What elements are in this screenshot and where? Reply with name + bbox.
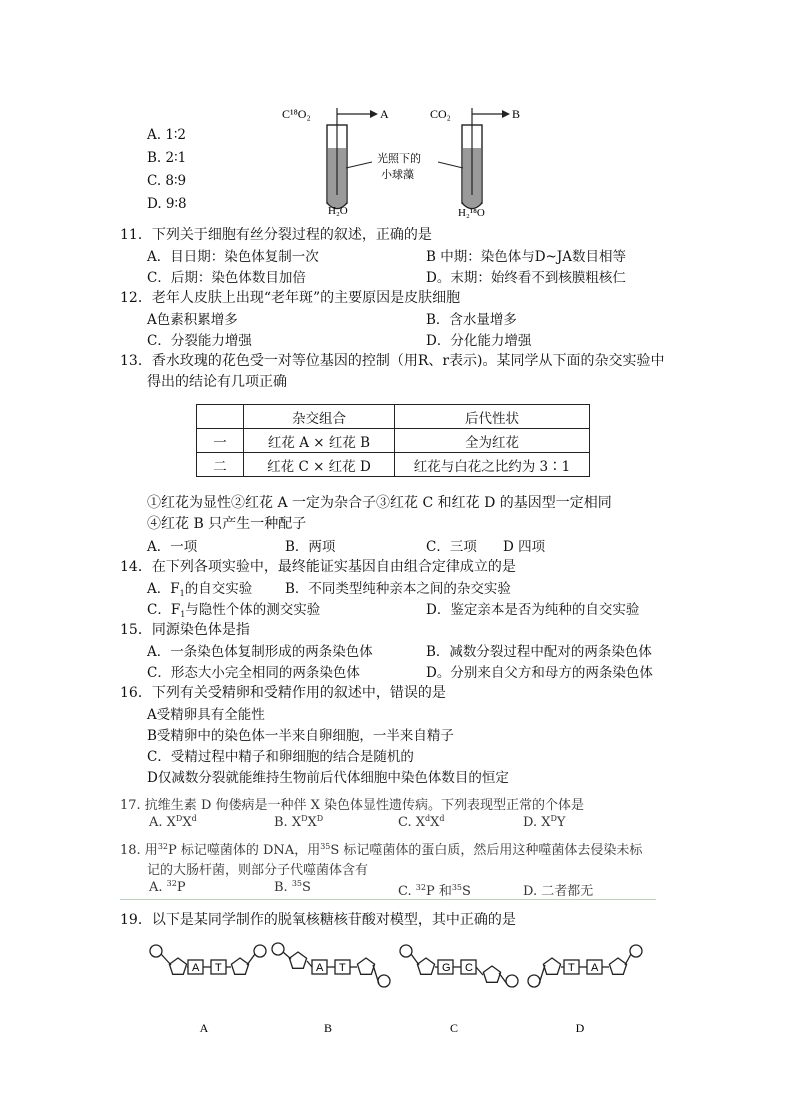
table-cell: 二 [197,453,244,477]
q18-c-text: P 和 [425,884,452,899]
q18-option-c [398,880,471,899]
bond-line [539,965,545,984]
q18-c-label: C. [398,884,416,899]
q14-option-c-subscript: 1 [180,610,186,619]
table-cell: 全为红花 [395,429,590,453]
q15-stem: 15．同源染色体是指 [120,622,250,638]
q15-option-d: D。分别来自父方和母方的两条染色体 [426,665,653,681]
q10-option-c: C. 8∶9 [147,173,187,189]
q13-stem-line-2: 得出的结论有几项正确 [147,374,287,390]
model-label: C [449,1021,459,1035]
q16-option-a: A受精卵具有全能性 [147,707,265,723]
q11-option-b: B 中期：染色体与D~JA数目相等 [426,249,627,265]
phosphate-circle [630,945,642,957]
base-letter: A [316,962,324,974]
left-output-label: A [380,107,389,121]
bond-line [476,967,483,975]
right-test-tube [462,108,510,209]
q16-stem: 16．下列有关受精卵和受精作用的叙述中，错误的是 [120,685,446,701]
q15-option-a: A．一条染色体复制形成的两条染色体 [147,644,373,660]
q14-option-a-prefix: A．F [147,581,180,597]
q18-a-element: P [176,880,186,895]
q17-a-chromosome: X [166,815,176,830]
q15-option-c: C．形态大小完全相同的两条染色体 [147,665,360,681]
q15-option-b: B．减数分裂过程中配对的两条染色体 [426,644,652,660]
q16-option-d: D仅减数分裂就能维持生物前后代体细胞中染色体数目的恒定 [147,770,509,786]
q12-option-c: C．分裂能力增强 [147,333,252,349]
right-output-label: B [512,107,521,121]
q17-c-chromosome: X [430,815,440,830]
q11-option-d: D。末期：始终看不到核膜粗核仁 [426,270,626,286]
callout-line-1: 光照下的 [377,153,421,165]
callout-line-2: 小球藻 [381,169,414,181]
table-header-cell: 杂交组合 [244,405,395,429]
q18-b-label: B. [274,880,292,895]
cross-table [196,404,590,477]
q17-a-chromosome: X [182,815,192,830]
q11-stem: 11．下列关于细胞有丝分裂过程的叙述，正确的是 [120,227,432,243]
model-label: B [323,1021,333,1035]
bond-line [373,965,379,984]
q14-option-c-text: 与隐性个体的测交实验 [185,602,321,618]
model-label: A [199,1021,209,1035]
right-gas-label: CO₂ [430,107,451,121]
q10-option-a: A. 1∶2 [147,127,187,143]
q11-option-c: C．后期：染色体数目加倍 [147,270,306,286]
q19-stem: 19．以下是某同学制作的脱氧核糖核苷酸对模型，其中正确的是 [120,912,516,928]
base-letter: A [192,962,200,974]
q17-option-d [523,815,566,830]
table-row [197,429,590,453]
q17-a-allele: d [191,814,197,823]
q18-isotope-mass: 35 [320,842,331,851]
q17-b-label: B. [274,815,292,830]
q13-option-b: B．两项 [285,539,336,555]
q10-option-b: B. 2∶1 [147,150,187,166]
table-header-cell [197,405,244,429]
nucleotide-models [148,935,668,1035]
q14-option-d: D．鉴定亲本是否为纯种的自交实验 [426,602,640,618]
q14-option-a-subscript: 1 [179,589,185,598]
q13-option-a: A．一项 [147,539,198,555]
q18-text: 18. 用 [120,843,158,858]
base-letter: T [215,962,222,974]
q17-d-chromosome: X [541,815,551,830]
bond-line [283,952,291,959]
table-row [197,453,590,477]
phosphate-circle [528,975,540,987]
scan-divider-line [120,899,656,900]
phosphate-circle [506,975,518,987]
sugar-pentagon [417,958,434,974]
q18-option-b [274,880,311,895]
q18-option-d: D. 二者都无 [523,884,594,899]
sugar-pentagon [543,958,560,974]
phosphate-circle [378,975,390,987]
q17-option-a [149,815,197,830]
q18-c-element: S [462,884,471,899]
bond-line [161,954,171,965]
sugar-pentagon [169,958,186,974]
q17-b-allele: D [316,814,324,823]
q17-b-chromosome: X [307,815,317,830]
table-cell: 红花与白花之比约为 3∶1 [395,453,590,477]
q17-c-label: C. [398,815,416,830]
sugar-pentagon [231,958,248,974]
q18-b-element: S [302,880,311,895]
q13-statements-line-2: ④红花 B 只产生一种配子 [147,516,307,532]
q13-option-c: C．三项 [426,539,477,555]
phosphate-circle [150,945,162,957]
q17-d-label: D. [523,815,542,830]
q14-option-c-prefix: C．F [147,602,181,618]
right-water-label: H₂¹⁸O [458,207,485,219]
q17-option-b [274,815,323,830]
model-label: D [575,1021,585,1035]
q14-stem: 14．在下列各项实验中，最终能证实基因自由组合定律成立的是 [120,559,516,575]
sugar-pentagon [289,952,306,968]
sugar-pentagon [357,958,374,974]
q18-text: P 标记噬菌体的 DNA，用 [168,843,321,858]
base-letter: T [568,962,575,974]
bond-line [499,973,507,984]
table-header-cell: 后代性状 [395,405,590,429]
table-cell: 一 [197,429,244,453]
test-tube-figure [280,100,540,220]
phosphate-circle [272,943,284,955]
q18-option-a [149,880,186,895]
q14-option-c [147,598,320,618]
q18-b-mass: 35 [291,879,303,888]
q18-a-mass: 32 [166,879,177,888]
q16-option-c: C．受精过程中精子和卵细胞的结合是随机的 [147,749,414,765]
q17-stem: 17. 抗维生素 D 佝偻病是一种伴 X 染色体显性遗传病。下列表现型正常的个体是 [120,798,585,813]
q18-stem-line-2: 记的大肠杆菌，则部分子代噬菌体含有 [147,863,369,878]
left-gas-label: C¹⁸O₂ [282,107,311,121]
q10-option-d: D. 9∶8 [147,196,187,212]
q13-stem-line-1: 13．香水玫瑰的花色受一对等位基因的控制（用R、r表示)。某同学从下面的杂交实验中 [120,353,665,369]
q18-text: S 标记噬菌体的蛋白质，然后用这种噬菌体去侵染未标 [330,843,643,858]
table-cell: 红花 A × 红花 B [244,429,395,453]
q12-option-d: D．分化能力增强 [426,333,532,349]
q17-d-allele: D [550,814,557,823]
base-letter: G [442,962,451,974]
q13-option-d: D 四项 [503,539,546,555]
q14-option-a [147,577,252,597]
base-letter: T [339,962,346,974]
q17-a-allele: D [175,814,183,823]
left-test-tube [327,108,378,209]
q17-c-allele: d [439,814,445,823]
base-letter: C [465,962,473,974]
table-header-row [197,405,590,429]
q11-option-a: A．目日期：染色体复制一次 [147,249,319,265]
q14-option-a-text: 的自交实验 [184,581,253,597]
q17-c-allele: d [425,814,431,823]
q18-c-mass: 32 [415,883,426,892]
q18-stem-line-1 [120,839,642,858]
q18-c-mass: 35 [451,883,463,892]
q18-a-label: A. [149,880,167,895]
q17-b-allele: D [301,814,308,823]
q17-b-chromosome: X [291,815,302,830]
q16-option-b: B受精卵中的染色体一半来自卵细胞，一半来自精子 [147,728,454,744]
base-letter: A [591,962,599,974]
phosphate-circle [400,945,412,957]
q17-a-label: A. [149,815,167,830]
bond-line [625,954,631,965]
q12-option-a: A色素积累增多 [147,312,238,328]
q14-option-b: B．不同类型纯种亲本之间的杂交实验 [285,581,511,597]
q13-statements-line-1: ①红花为显性②红花 A 一定为杂合子③红花 C 和红花 D 的基因型一定相同 [147,495,612,511]
bond-line [411,954,419,965]
sugar-pentagon [609,958,626,974]
table-cell: 红花 C × 红花 D [244,453,395,477]
q17-option-c [398,815,445,830]
sugar-pentagon [483,966,500,982]
bond-line [247,954,255,965]
q17-c-chromosome: X [415,815,426,830]
phosphate-circle [254,945,266,957]
q12-stem: 12．老年人皮肤上出现“老年斑”的主要原因是皮肤细胞 [120,290,461,306]
left-water-label: H₂O [328,205,348,217]
q17-d-chromosome: Y [556,815,566,830]
bond-line [307,961,312,967]
q12-option-b: B．含水量增多 [426,312,517,328]
q18-isotope-mass: 32 [157,842,168,851]
